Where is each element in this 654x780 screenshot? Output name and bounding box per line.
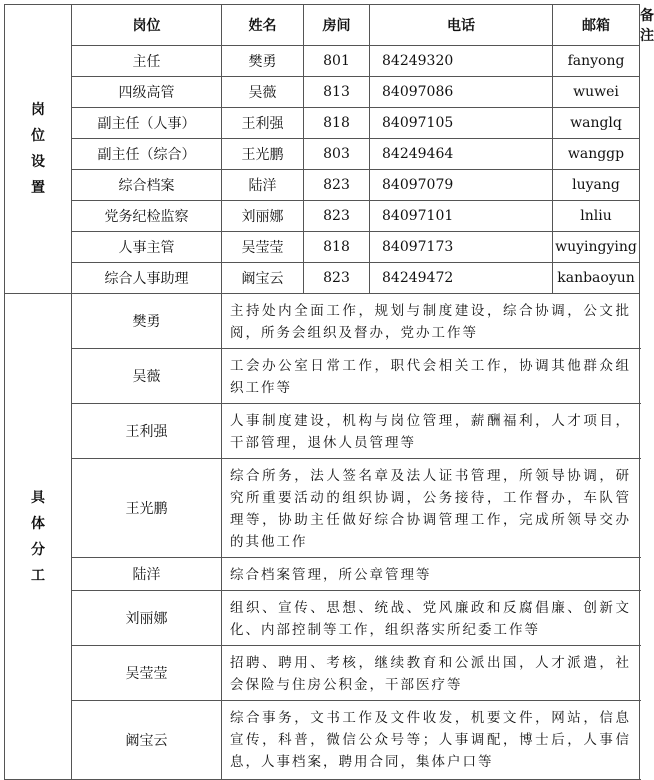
duty-desc-cell: 组织、宣传、思想、统战、党风廉政和反腐倡廉、创新文化、内部控制等工作，组织落实所纪委工作等 — [222, 591, 640, 646]
room-cell: 818 — [304, 108, 370, 139]
phone-cell: 84249464 — [370, 139, 553, 170]
duty-row — [5, 459, 640, 558]
duty-desc-cell: 工会办公室日常工作，职代会相关工作，协调其他群众组织工作等 — [222, 349, 640, 404]
post-cell: 副主任（综合） — [72, 139, 222, 170]
email-cell: wanggp — [553, 139, 640, 170]
duty-desc-cell: 综合所务，法人签名章及法人证书管理，所领导协调，研究所重要活动的组织协调，公务接待，工作督办，车队管理等，协助主任做好综合协调管理工作，完成所领导交办的其他工作 — [222, 459, 640, 558]
duty-desc-cell: 综合事务，文书工作及文件收发，机要文件，网站，信息宣传，科普，微信公众号等；人事调配，博士后，人事信息，人事档案，聘用合同，集体户口等 — [222, 701, 640, 780]
duty-row — [5, 591, 640, 646]
phone-cell: 84249320 — [370, 46, 553, 77]
duty-row — [5, 404, 640, 459]
table-row — [5, 232, 640, 263]
section-label-duties: 具体分工 — [5, 294, 72, 780]
duty-name-cell: 王利强 — [72, 404, 222, 459]
phone-cell: 84097101 — [370, 201, 553, 232]
post-cell: 综合档案 — [72, 170, 222, 201]
duty-desc-cell: 人事制度建设，机构与岗位管理，薪酬福利，人才项目，干部管理，退休人员管理等 — [222, 404, 640, 459]
duty-name-cell: 陆洋 — [72, 558, 222, 591]
room-cell: 823 — [304, 201, 370, 232]
table-row — [5, 170, 640, 201]
room-cell: 803 — [304, 139, 370, 170]
duty-desc-cell: 主持处内全面工作，规划与制度建设，综合协调，公文批阅，所务会组织及督办，党办工作等 — [222, 294, 640, 349]
room-cell: 823 — [304, 170, 370, 201]
col-header-room: 房间 — [304, 5, 370, 46]
duty-desc-cell: 综合档案管理，所公章管理等 — [222, 558, 640, 591]
col-header-post: 岗位 — [72, 5, 222, 46]
email-cell: wanglq — [553, 108, 640, 139]
post-cell: 人事主管 — [72, 232, 222, 263]
table-row — [5, 108, 640, 139]
duty-row — [5, 349, 640, 404]
table-row — [5, 46, 640, 77]
name-cell: 吴莹莹 — [222, 232, 304, 263]
table-row — [5, 263, 640, 294]
name-cell: 陆洋 — [222, 170, 304, 201]
post-cell: 四级高管 — [72, 77, 222, 108]
phone-cell: 84097173 — [370, 232, 553, 263]
email-cell: lnliu — [553, 201, 640, 232]
table-row — [5, 201, 640, 232]
table-row — [5, 139, 640, 170]
name-cell: 阚宝云 — [222, 263, 304, 294]
col-header-name: 姓名 — [222, 5, 304, 46]
col-header-phone: 电话 — [370, 5, 553, 46]
staff-table — [4, 4, 654, 780]
room-cell: 823 — [304, 263, 370, 294]
phone-cell: 84097079 — [370, 170, 553, 201]
post-cell: 党务纪检监察 — [72, 201, 222, 232]
duty-name-cell: 刘丽娜 — [72, 591, 222, 646]
duty-row — [5, 294, 640, 349]
section-label-positions: 岗位设置 — [5, 5, 72, 294]
phone-cell: 84097105 — [370, 108, 553, 139]
email-cell: luyang — [553, 170, 640, 201]
post-cell: 主任 — [72, 46, 222, 77]
duty-row — [5, 646, 640, 701]
name-cell: 刘丽娜 — [222, 201, 304, 232]
col-header-email: 邮箱 — [553, 5, 640, 46]
duty-name-cell: 吴莹莹 — [72, 646, 222, 701]
post-cell: 综合人事助理 — [72, 263, 222, 294]
room-cell: 801 — [304, 46, 370, 77]
duty-name-cell: 阚宝云 — [72, 701, 222, 780]
name-cell: 王光鹏 — [222, 139, 304, 170]
duty-name-cell: 王光鹏 — [72, 459, 222, 558]
post-cell: 副主任（人事） — [72, 108, 222, 139]
email-cell: wuwei — [553, 77, 640, 108]
room-cell: 818 — [304, 232, 370, 263]
duty-row — [5, 701, 640, 780]
table-row — [5, 77, 640, 108]
name-cell: 王利强 — [222, 108, 304, 139]
room-cell: 813 — [304, 77, 370, 108]
duty-row — [5, 558, 640, 591]
duty-name-cell: 吴薇 — [72, 349, 222, 404]
header-row: 岗位设置 岗位 姓名 房间 电话 邮箱 备注 — [5, 5, 640, 46]
name-cell: 吴薇 — [222, 77, 304, 108]
name-cell: 樊勇 — [222, 46, 304, 77]
email-cell: fanyong — [553, 46, 640, 77]
duty-name-cell: 樊勇 — [72, 294, 222, 349]
phone-cell: 84249472 — [370, 263, 553, 294]
duty-desc-cell: 招聘、聘用、考核，继续教育和公派出国，人才派遣，社会保险与住房公积金，干部医疗等 — [222, 646, 640, 701]
phone-cell: 84097086 — [370, 77, 553, 108]
email-cell: wuyingying — [553, 232, 640, 263]
email-cell: kanbaoyun — [553, 263, 640, 294]
